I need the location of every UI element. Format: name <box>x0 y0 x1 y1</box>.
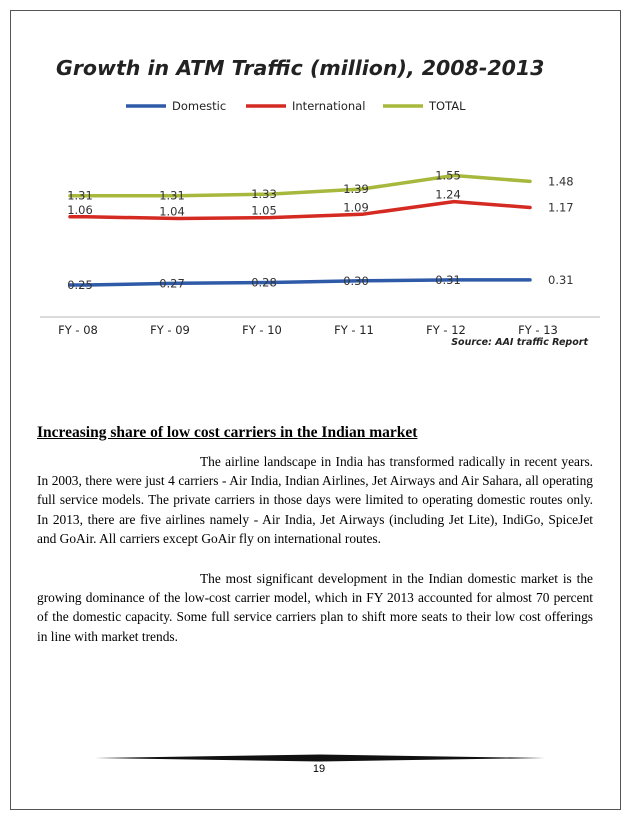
footer-divider <box>95 754 545 762</box>
x-axis-ticks <box>58 323 558 337</box>
chart-source: Source: AAI traffic Report <box>451 337 588 348</box>
series-line-international <box>70 202 530 219</box>
data-label-international-0: 1.06 <box>67 202 93 217</box>
series-line-total <box>70 176 530 196</box>
paragraph-1-text: The airline landscape in India has transformed radically in recent years. In 2003, there were just 4 carriers - Air India, Indian Airlines, Jet Airways and Air Sahara, all operating full service models. The private carriers in those days were limited to operating domestic routes only. In 2013, there are five airlines namely - Air India, Jet Airways (including Jet Lite), IndiGo, SpiceJet and GoAir. All carriers except GoAir fly on international routes. <box>37 454 593 546</box>
paragraph-2 <box>37 569 593 646</box>
data-label-international-1: 1.04 <box>159 204 185 219</box>
page-number: 19 <box>312 763 326 775</box>
data-label-domestic-2: 0.28 <box>251 275 277 290</box>
chart-title: Growth in ATM Traffic (million), 2008-2013 <box>56 56 545 80</box>
data-label-domestic-3: 0.30 <box>343 273 369 288</box>
data-label-international-3: 1.09 <box>343 200 369 215</box>
x-tick-label: FY - 10 <box>242 323 282 337</box>
x-tick-label: FY - 09 <box>150 323 190 337</box>
data-label-international-2: 1.05 <box>251 203 277 218</box>
atm-traffic-chart <box>40 45 600 360</box>
paragraph-1 <box>37 452 593 548</box>
data-label-total-3: 1.39 <box>343 182 369 197</box>
data-label-domestic-4: 0.31 <box>435 272 461 287</box>
data-label-domestic-1: 0.27 <box>159 276 185 291</box>
data-label-total-5: 1.48 <box>548 174 574 189</box>
data-label-international-5: 1.17 <box>548 200 574 215</box>
legend-label-international: International <box>292 99 366 113</box>
chart-series <box>67 169 573 292</box>
x-tick-label: FY - 12 <box>426 323 466 337</box>
data-label-domestic-5: 0.31 <box>548 272 574 287</box>
legend-label-total: TOTAL <box>429 99 466 113</box>
x-tick-label: FY - 11 <box>334 323 374 337</box>
series-line-domestic <box>70 280 530 285</box>
data-label-total-2: 1.33 <box>251 187 277 202</box>
section-heading: Increasing share of low cost carriers in the Indian market <box>37 424 418 441</box>
data-label-total-4: 1.55 <box>435 168 461 183</box>
data-label-international-4: 1.24 <box>435 187 461 202</box>
chart-legend <box>126 99 466 113</box>
data-label-domestic-0: 0.25 <box>67 278 93 292</box>
paragraph-2-text: The most significant development in the Indian domestic market is the growing dominance of the low-cost carrier model, which in FY 2013 accounted for almost 70 percent of the domestic capacity. Some full service carriers plan to shift more seats to their low cost offerings in line with market trends. <box>37 571 593 644</box>
x-tick-label: FY - 13 <box>518 323 558 337</box>
x-tick-label: FY - 08 <box>58 323 98 337</box>
data-label-total-0: 1.31 <box>67 188 93 203</box>
legend-label-domestic: Domestic <box>172 99 227 113</box>
data-label-total-1: 1.31 <box>159 188 185 203</box>
